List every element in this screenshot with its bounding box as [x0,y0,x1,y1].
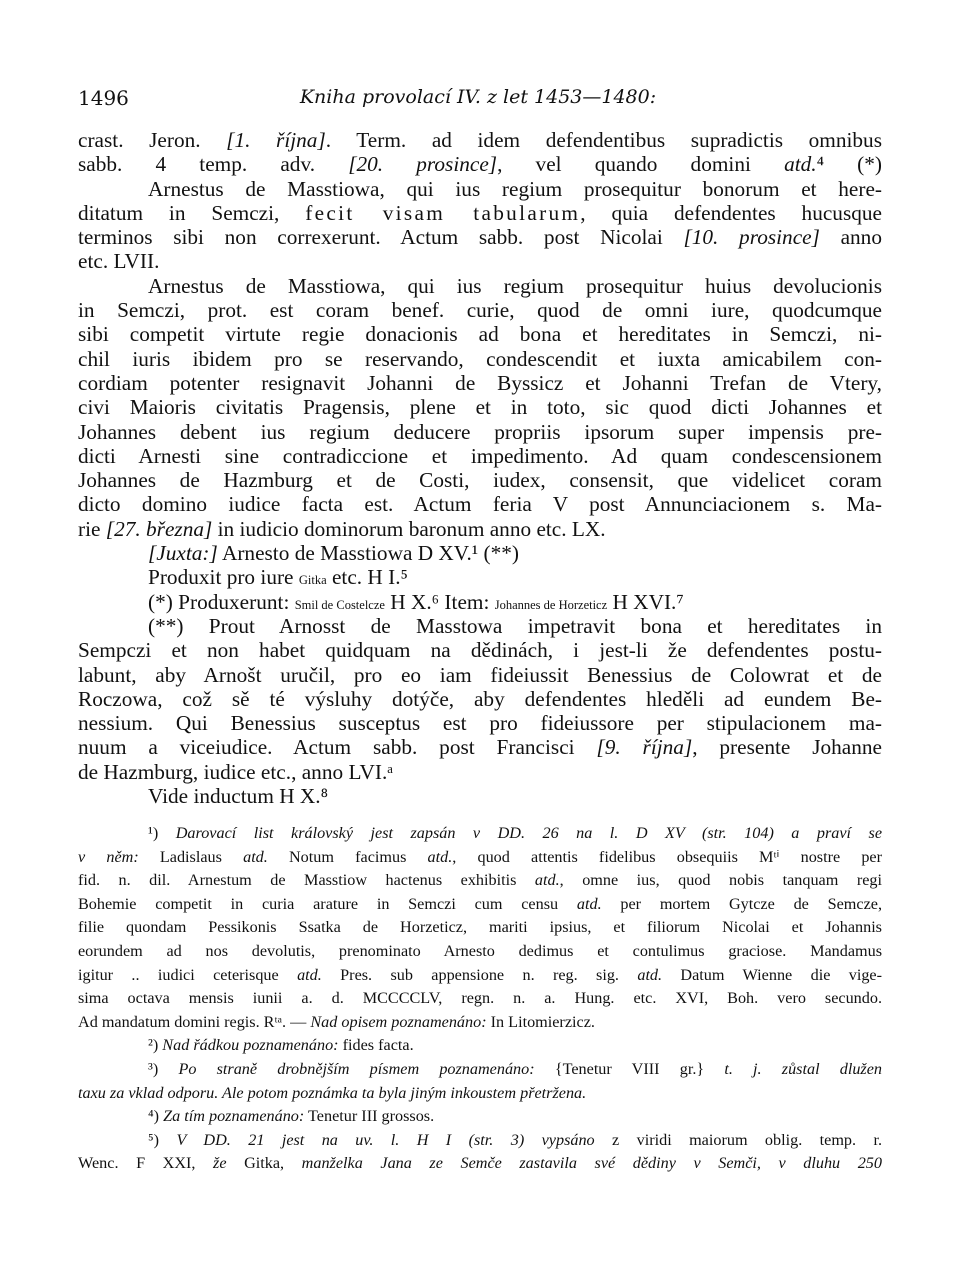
text-run: Za tím poznamenáno: [163,1107,305,1126]
text-run: crast. Jeron. [78,128,227,152]
text-line [78,298,882,322]
text-run: [Juxta:] [148,541,218,566]
text-run: Tenetur III grossos. [304,1107,435,1126]
text-run: [10. prosince] [683,225,820,250]
footnote-line [78,1058,882,1082]
text-run: Nad řádkou poznamenáno: [162,1036,339,1055]
text-run: etc. LVII. [78,249,160,274]
text-line [78,711,882,735]
text-line [78,444,882,468]
footnote-line [78,916,882,940]
text-run: Darovací list královský jest zapsán v DD. 26 na l. D XV (str. 104) a praví se [175,824,882,842]
text-run: ³) [148,1059,179,1078]
text-run: fecit visam tabularum [305,200,581,225]
text-run: Ad mandatum domini regis. Rᵗᵃ. — [78,1012,311,1031]
page-header [78,86,878,114]
text-run: (**) Prout Arnosst de Masstowa impetravit bona et hereditates in [148,613,882,638]
text-run: manželka Jana ze Semče zastavila své dědiny v Semči, v dluhu 250 [301,1154,882,1173]
text-run: Roczowa, což sě té výsluhy dotýče, aby defendentes hleděli ad eundem Be- [78,686,882,711]
text-run: terminos sibi non correxerunt. Actum sabb. post Nicolai [78,225,684,250]
text-line [78,371,882,395]
text-run: , quia defendentes hucusque [580,200,882,225]
text-run: taxu za vklad odporu. Ale potom poznámka ta byla jiným inkoustem přetržena. [78,1083,587,1102]
text-run: Vide inductum H X.⁸ [148,784,329,809]
text-run: sibi competit virtute regie donacionis ad bona et hereditates in Semczi, ni- [78,322,882,347]
text-run: Sempczi et non habet quidquam na dědinách, i jest-li že defendentes postu- [78,638,882,663]
text-line [78,420,882,444]
text-run: sima octava mensis iunii a. d. MCCCCLV, regn. n. a. Hung. etc. XVI, Boh. vero secundo. [78,989,882,1008]
text-line [78,663,882,687]
text-run: že [213,1154,227,1173]
text-line [78,274,882,298]
main-text [78,128,882,808]
text-run: nuum a viceiudice. Actum sabb. post Francisci [78,735,597,760]
text-run: ²) [148,1036,163,1055]
text-run: [1. října] [226,128,326,152]
text-run: ⁵) [148,1130,177,1149]
text-run: ⁴ (*) [816,152,882,177]
text-run: etc. H I.⁵ [326,565,408,590]
text-line [78,225,882,249]
text-run: dicto domino iudice facta est. Actum feria V post Annunciacionem s. Ma- [78,492,882,517]
text-line [78,735,882,759]
text-run: filie quondam Pessikonis Ssatka de Horzeticz, mariti ipsius, et filiorum Nicolai et Johannis [78,918,882,937]
text-line [78,492,882,516]
text-run: atd. [427,847,453,866]
text-run: Smil de Costelcze [294,597,385,612]
footnotes [78,822,882,1176]
text-run: Arnestus de Masstiowa, qui ius regium prosequitur huius devolucionis [148,273,882,298]
text-run: v něm: [78,847,139,866]
text-line [78,541,882,565]
text-run: t. j. zůstal dlužen [724,1059,882,1078]
text-run: dicti Arnesti sine contradiccione et impedimento. Ad quam condescensionem [78,443,882,468]
footnote-line [78,822,882,846]
text-line [78,468,882,492]
text-run: In Litomierzicz. [486,1012,595,1031]
text-run: [20. prosince] [348,152,498,177]
text-run: atd. [534,871,560,890]
text-run: H XVI.⁷ [607,589,684,614]
footnote-line [78,1011,882,1035]
text-run: z viridi maiorum oblig. temp. r. [594,1130,882,1149]
text-run: Produxit pro iure [148,565,299,590]
text-run: Bohemie competit in curia arature in Semczi cum censu [78,894,577,913]
text-run: atd. [637,965,663,984]
text-run: atd. [297,965,322,984]
text-run: Gitka [298,573,327,588]
page-number: 1496 [78,86,129,110]
text-line [78,517,882,541]
text-run: Arnestus de Masstiowa, qui ius regium prosequitur bonorum et here- [148,176,882,201]
text-line [78,614,882,638]
text-line [78,128,882,152]
text-run: atd. [576,894,602,913]
text-run: Notum facimus [267,847,428,866]
footnote-line [78,846,882,870]
text-run: atd. [243,847,268,866]
text-line [78,565,882,589]
text-run: Johannes de Horzeticz [494,597,608,612]
text-run: fides facta. [338,1036,414,1055]
text-run: nessium. Qui Benessius susceptus est pro fideiussore per stipulacionem ma- [78,711,882,736]
text-run: ¹) [148,824,176,842]
text-run: igitur .. iudici ceterisque [78,965,298,984]
text-run: Pres. sub appensione n. reg. sig. [321,965,638,984]
text-run: Arnesto de Masstiowa D XV.¹ (**) [217,541,519,566]
text-run: . Term. ad idem defendentibus supradictis omnibus [325,128,882,152]
text-run: , omne ius, quod nobis tanquam regi [559,871,882,890]
text-line [78,201,882,225]
text-run: cordiam potenter resignavit Johanni de Byssicz et Johanni Trefan de Vtery, [78,370,882,395]
text-line [78,347,882,371]
text-line [78,760,882,784]
text-run: in Semczi, prot. est coram benef. curie, quod de omni iure, quodcumque [78,298,882,323]
text-run: de Hazmburg, iudice etc., anno LVI.ᵃ [78,759,394,784]
text-run: anno [819,225,882,250]
text-run: Wenc. F XXI, [78,1154,214,1173]
text-line [78,590,882,614]
text-run: civi Maioris civitatis Pragensis, plene et in toto, sic quod dicti Johannes et [78,395,882,420]
text-run: H X.⁶ Item: [384,589,495,614]
text-run: labunt, aby Arnošt uručil, pro eo iam fideiussit Benessius de Colowrat et de [78,662,882,687]
footnote-line [78,1034,882,1058]
running-title: Kniha provolací IV. z let 1453—1480: [299,86,657,108]
text-line [78,638,882,662]
text-run: Ladislaus [138,847,244,866]
text-run: , presente Johanne [692,735,882,760]
text-run: per mortem Gytcze de Semcze, [601,894,882,913]
footnote-line [78,869,882,893]
footnote-line [78,1082,882,1106]
footnote-line [78,1129,882,1153]
text-run: {Tenetur VIII gr.} [534,1059,725,1078]
text-line [78,177,882,201]
text-run: in iudicio dominorum baronum anno etc. LX. [212,516,606,541]
text-run: eorundem ad nos devolutis, prenominato Arnesto dedimus et contulimus graciose. Mandamus [78,941,882,960]
text-run: V DD. 21 jest na uv. l. H I (str. 3) vypsáno [176,1130,595,1149]
text-line [78,784,882,808]
text-line [78,322,882,346]
text-run: fid. n. dil. Arnestum de Masstiow hactenus exhibitis [78,871,535,890]
text-run: Po straně drobnějším písmem poznamenáno: [178,1059,535,1078]
footnote-line [78,1152,882,1176]
text-run: rie [78,516,106,541]
text-run: [9. října] [596,735,693,760]
text-run: Johannes debent ius regium deducere propriis ipsorum super impensis pre- [78,419,882,444]
text-run: ⁴) [148,1107,164,1126]
text-run: , quod attentis fidelibus obsequiis Mᵗⁱ nostre per [452,847,882,866]
footnote-line [78,1105,882,1129]
footnote-line [78,893,882,917]
text-run: Datum Wienne die vige- [662,965,882,984]
text-run: [27. března] [105,516,213,541]
text-run: Johannes de Hazmburg et de Costi, iudex, consensit, que videlicet coram [78,468,882,493]
text-run: ditatum in Semczi, [78,200,306,225]
text-run: atd. [784,152,817,177]
text-run: Gitka, [226,1154,302,1173]
text-line [78,249,882,273]
text-line [78,687,882,711]
text-line [78,395,882,419]
footnote-line [78,964,882,988]
text-run: Nad opisem poznamenáno: [310,1012,487,1031]
text-run: chil iuris ibidem pro se reservando, condescendit et iuxta amicabilem con- [78,346,882,371]
footnote-line [78,940,882,964]
text-line [78,152,882,176]
text-run: , vel quando domini [497,152,785,177]
footnote-line [78,987,882,1011]
text-run: sabb. 4 temp. adv. [78,152,349,177]
text-run: (*) Produxerunt: [148,589,295,614]
